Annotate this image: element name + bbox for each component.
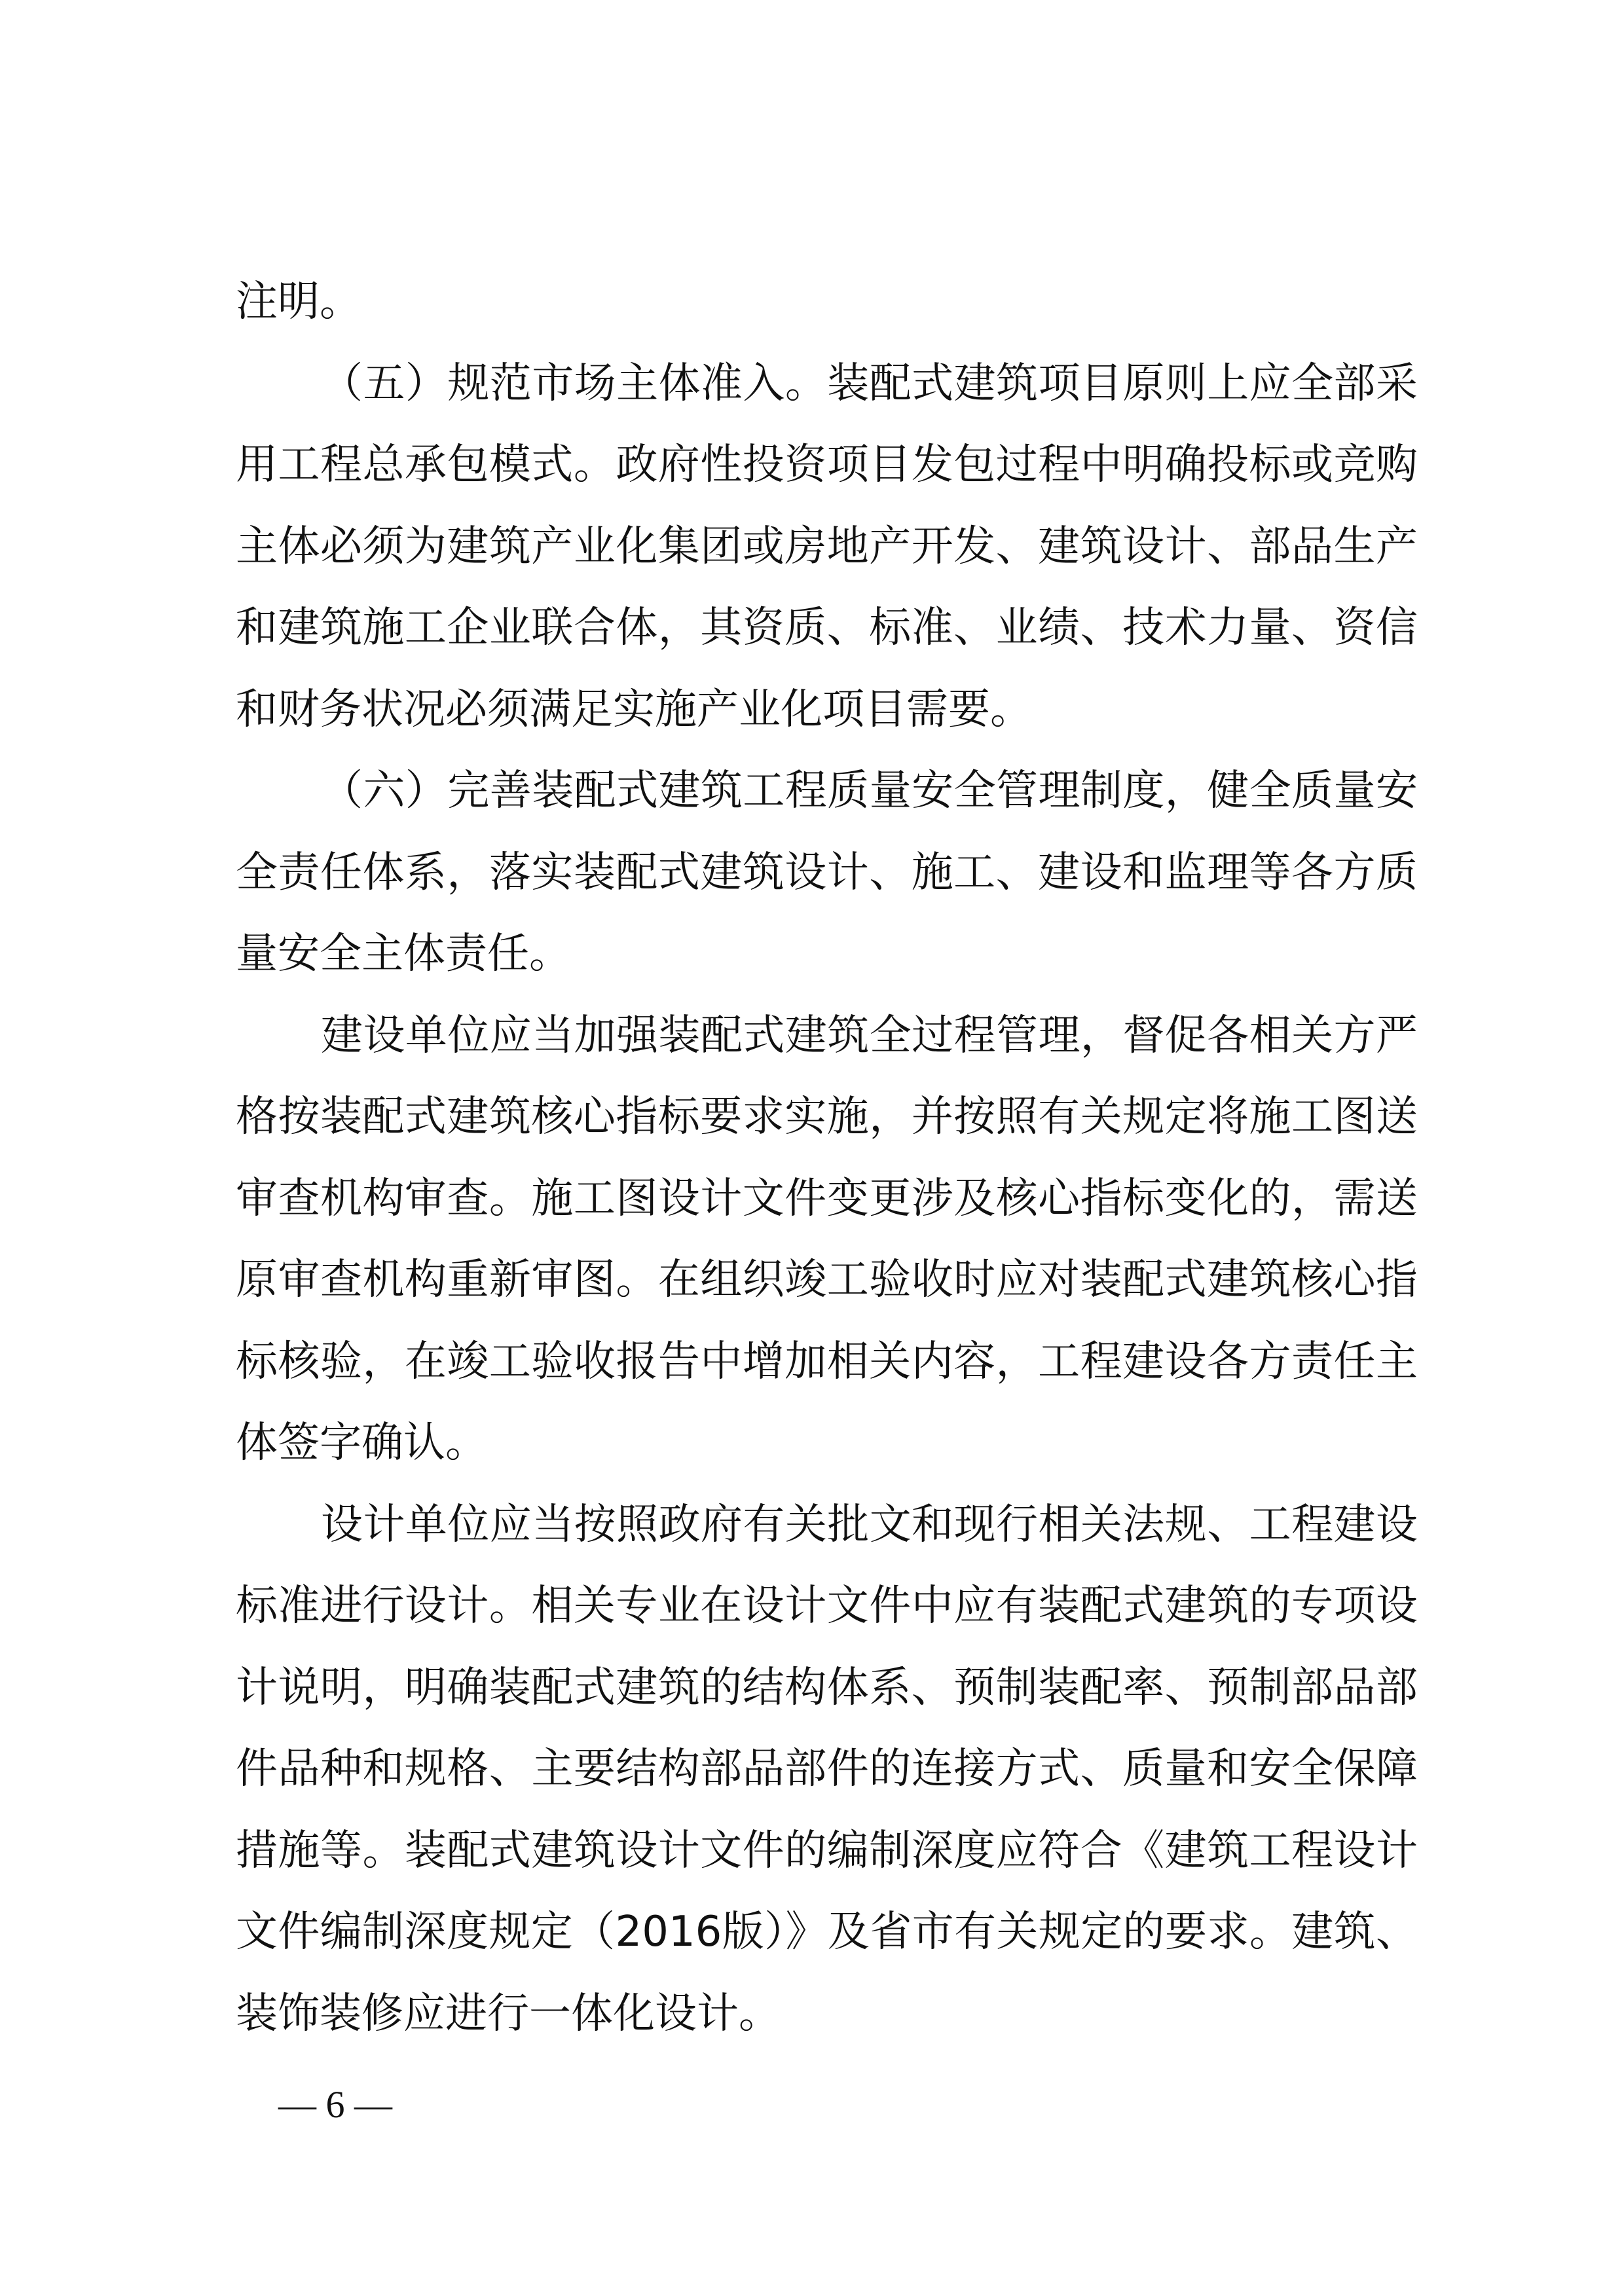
text-line: 件品种和规格、主要结构部品部件的连接方式、质量和安全保障: [236, 1745, 1418, 1793]
text-line: 原审查机构重新审图。在组织竣工验收时应对装配式建筑核心指: [236, 1256, 1418, 1304]
text-line: 体签字确认。: [236, 1419, 487, 1467]
text-line: 主体必须为建筑产业化集团或房地产开发、建筑设计、部品生产: [236, 522, 1418, 571]
text-line: 量安全主体责任。: [236, 930, 571, 978]
text-line: 措施等。装配式建筑设计文件的编制深度应符合《建筑工程设计: [236, 1827, 1418, 1875]
text-line: 全责任体系，落实装配式建筑设计、施工、建设和监理等各方质: [236, 848, 1418, 897]
text-line: 和财务状况必须满足实施产业化项目需要。: [236, 685, 1032, 734]
text-line: 和建筑施工企业联合体，其资质、标准、业绩、技术力量、资信: [236, 604, 1418, 652]
text-line: 标核验，在竣工验收报告中增加相关内容，工程建设各方责任主: [236, 1338, 1418, 1386]
text-line: 用工程总承包模式。政府性投资项目发包过程中明确投标或竞购: [236, 441, 1418, 489]
text-line: 装饰装修应进行一体化设计。: [236, 1990, 781, 2038]
text-line: 计说明，明确装配式建筑的结构体系、预制装配率、预制部品部: [236, 1664, 1418, 1712]
paragraph-start: 设计单位应当按照政府有关批文和现行相关法规、工程建设: [321, 1501, 1418, 1549]
text-line: 文件编制深度规定（2016版）》及省市有关规定的要求。建筑、: [236, 1908, 1418, 1956]
text-line: 审查机构审查。施工图设计文件变更涉及核心指标变化的，需送: [236, 1175, 1418, 1223]
section-heading-5: （五）规范市场主体准入。装配式建筑项目原则上应全部采: [321, 359, 1418, 408]
text-line: 标准进行设计。相关专业在设计文件中应有装配式建筑的专项设: [236, 1582, 1418, 1630]
text-line: 注明。: [236, 278, 361, 326]
page-number: — 6 —: [278, 2083, 392, 2126]
paragraph-start: 建设单位应当加强装配式建筑全过程管理，督促各相关方严: [321, 1011, 1418, 1060]
text-line: 格按装配式建筑核心指标要求实施，并按照有关规定将施工图送: [236, 1093, 1418, 1141]
section-heading-6: （六）完善装配式建筑工程质量安全管理制度，健全质量安: [321, 767, 1418, 815]
